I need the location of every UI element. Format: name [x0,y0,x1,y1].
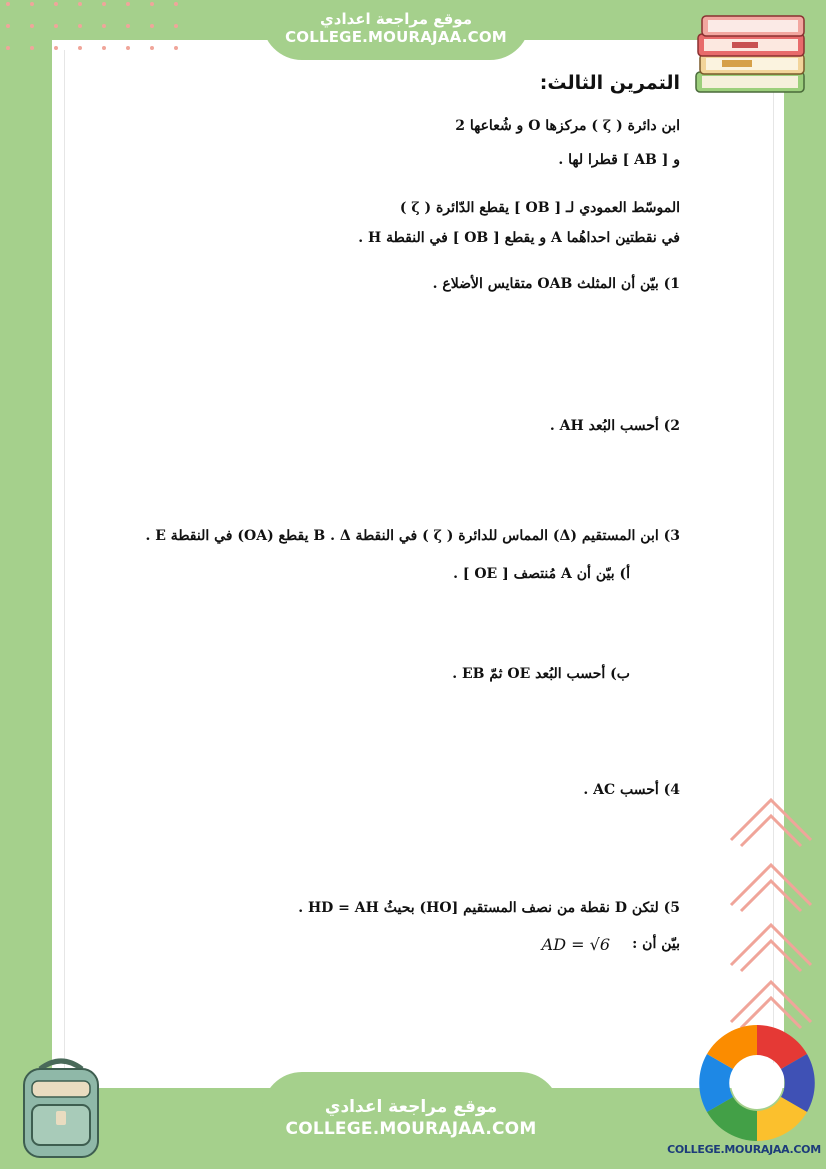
decorative-dot [6,24,10,28]
footer-site-url[interactable]: COLLEGE.MOURAJAA.COM [285,1119,537,1139]
question-3: 3) ابن المستقيم (Δ) المماس للدائرة ( ζ ) في النقطة B . Δ يقطع (OA) في النقطة E . [145,528,680,544]
decorative-dot [102,24,106,28]
question-3b: ب) أحسب البُعد OE ثمّ EB . [452,666,630,682]
question-5: 5) لتكن D نقطة من نصف المستقيم [HO) بحيثُ HD = AH . [298,900,680,916]
header-banner [262,0,530,60]
exercise-intro-line-4: في نقطتين احداهُما A و يقطع [ OB ] في النقطة H . [358,230,680,246]
header-site-url[interactable]: COLLEGE.MOURAJAA.COM [285,28,507,46]
decorative-dot [126,2,130,6]
exercise-intro-line-1: ابن دائرة ( ζ ) مركزها O و شُعاعها 2 [455,118,680,134]
footer-site-name: موقع مراجعة اعدادي [324,1097,498,1117]
decorative-dot [126,24,130,28]
backpack-icon [10,1055,112,1165]
chevron-up-icon [726,790,816,850]
decorative-dot [30,24,34,28]
question-2: 2) أحسب البُعد AH . [549,418,680,434]
decorative-dot [6,2,10,6]
decorative-dot [30,2,34,6]
site-logo-icon[interactable] [693,1023,821,1143]
question-1: 1) بيّن أن المثلث OAB متقايس الأضلاع . [432,276,680,292]
question-4: 4) أحسب AC . [583,782,680,798]
logo-site-url[interactable]: COLLEGE.MOURAJAA.COM [667,1143,821,1156]
decorative-dot [102,46,106,50]
books-icon [692,10,810,100]
exercise-intro-line-2: و [ AB ] قطرا لها . [558,152,680,168]
decorative-dot [78,2,82,6]
decorative-dot [174,46,178,50]
decorative-dot [78,24,82,28]
decorative-dot [78,46,82,50]
chevron-up-icon [726,915,816,975]
question-5-show: بيّن أن : [632,936,680,952]
decorative-dot [54,46,58,50]
question-3a: أ) بيّن أن A مُنتصف [ OE ] . [453,566,630,582]
footer-banner [262,1072,560,1169]
decorative-dot [54,2,58,6]
question-5-equation: AD = √6 [541,935,610,954]
header-site-name: موقع مراجعة اعدادي [320,10,472,28]
decorative-dot [150,46,154,50]
decorative-dots [6,2,196,54]
decorative-dot [126,46,130,50]
decorative-dot [150,2,154,6]
decorative-dot [102,2,106,6]
decorative-dot [6,46,10,50]
decorative-dot [174,2,178,6]
chevron-up-icon [726,855,816,915]
decorative-dot [54,24,58,28]
decorative-dot [30,46,34,50]
decorative-dot [174,24,178,28]
exercise-intro-line-3: الموسّط العمودي لـ [ OB ] يقطع الدّائرة ( ζ ) [399,200,680,216]
exercise-title: التمرين الثالث: [539,72,680,94]
decorative-dot [150,24,154,28]
